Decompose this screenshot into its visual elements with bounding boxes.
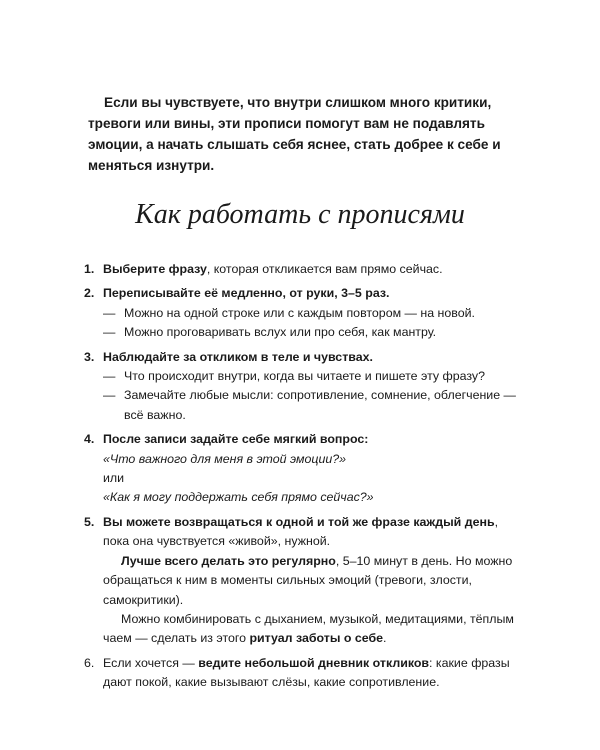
sub-item: [103, 304, 524, 323]
section-heading: Как работать с прописями: [135, 199, 465, 230]
question-1: «Что важного для меня в этой эмоции?»: [103, 451, 347, 466]
item-bold-text: Наблюдайте за откликом в теле и чувствах.: [103, 349, 373, 364]
list-item-4: [84, 430, 524, 508]
item-bold-text: После записи задайте себе мягкий вопрос:: [103, 432, 369, 447]
item-number: 6.: [84, 655, 95, 670]
sub-item: [103, 323, 524, 342]
item-bold-text: Переписывайте её медленно, от руки, 3–5 раз.: [103, 286, 390, 301]
list-item-1: [84, 260, 524, 279]
sub-item-text: Можно проговаривать вслух или про себя, как мантру.: [124, 325, 437, 340]
or-text: или: [103, 471, 125, 486]
sub-item-text: Замечайте любые мысли: сопротивление, сомнение, облегчение — всё важно.: [124, 388, 516, 422]
sub-item: [103, 367, 524, 386]
item-text: Можно комбинировать с дыханием, музыкой, медитациями, тёплым чаем — сделать из этого: [103, 611, 514, 646]
item-paragraph: [103, 552, 524, 610]
item-number: 1.: [84, 262, 95, 276]
list-item-6: [84, 654, 524, 693]
item-text: , 5–10 минут в день. Но можно обращаться к ним в моменты сильных эмоций (тревоги, злости, самокритики).: [103, 553, 513, 607]
item-number: 4.: [84, 432, 95, 447]
item-text: : какие фразы дают покой, какие вызывают слёзы, какие сопротивление.: [103, 655, 510, 690]
item-text: .: [383, 631, 387, 646]
item-paragraph: [103, 513, 524, 552]
dash-bullet: —: [103, 388, 116, 403]
list-item-3: [84, 348, 524, 426]
instruction-list: [84, 260, 524, 698]
sub-item-text: Что происходит внутри, когда вы читаете и пишете эту фразу?: [124, 369, 485, 384]
item-number: 2.: [84, 286, 95, 301]
sub-item: [103, 386, 524, 425]
sub-item-text: Можно на одной строке или с каждым повтором — на новой.: [124, 305, 475, 320]
list-item-5: [84, 513, 524, 649]
item-bold-text: ведите небольшой дневник откликов: [198, 655, 430, 670]
item-text: Если хочется —: [103, 655, 199, 670]
item-number: 3.: [84, 349, 95, 364]
item-text: , которая откликается вам прямо сейчас.: [206, 262, 443, 276]
item-number: 5.: [84, 514, 95, 529]
item-bold-text: ритуал заботы о себе: [249, 631, 384, 646]
dash-bullet: —: [103, 369, 116, 384]
list-item-2: [84, 284, 524, 342]
question-2: «Как я могу поддержать себя прямо сейчас?»: [103, 490, 374, 505]
item-text: , пока она чувствуется «живой», нужной.: [103, 514, 499, 549]
intro-paragraph: Если вы чувствуете, что внутри слишком много критики, тревоги или вины, эти прописи помогут вам не подавлять эмоции, а начать слышать себя яснее, стать добрее к себе и меняться изнутри.: [88, 95, 501, 173]
item-bold-text: Лучше всего делать это регулярно: [121, 553, 336, 568]
item-bold-text: Выберите фразу: [103, 262, 207, 276]
dash-bullet: —: [103, 305, 116, 320]
item-paragraph: [103, 610, 524, 649]
item-bold-text: Вы можете возвращаться к одной и той же фразе каждый день: [103, 514, 495, 529]
dash-bullet: —: [103, 325, 116, 340]
